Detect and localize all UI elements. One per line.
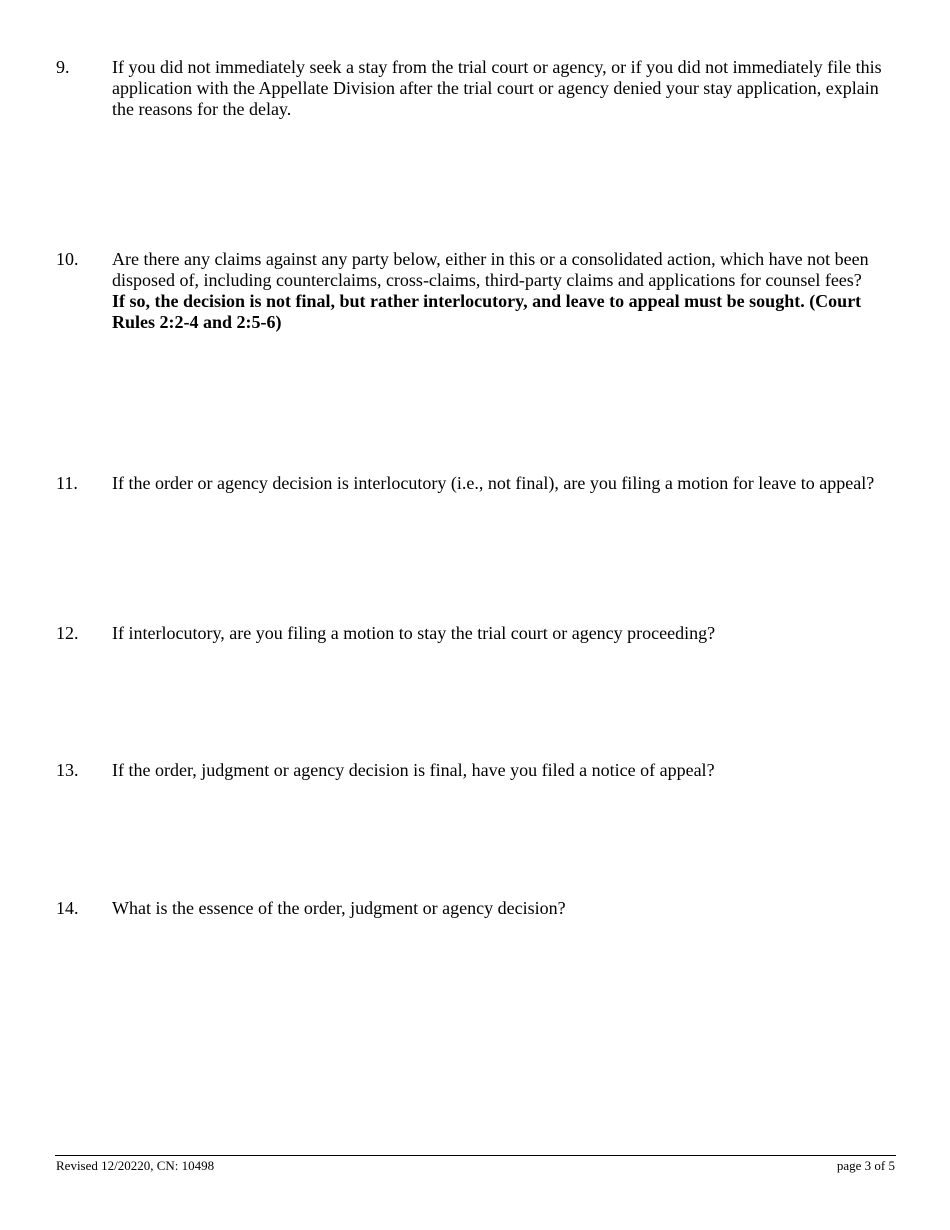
revision-note: Revised 12/20220, CN: 10498 [56,1158,215,1173]
question-note: If so, the decision is not final, but rather interlocutory, and leave to appeal must be sought. (Court Rules 2:2-4 and 2:5-6) [112,291,862,332]
question-13 [56,760,896,781]
question-number: 9. [56,57,70,77]
question-text: What is the essence of the order, judgment or agency decision? [112,898,566,918]
question-number: 10. [56,249,79,269]
question-number: 12. [56,623,79,643]
page-number: page 3 of 5 [836,1158,895,1173]
question-number: 14. [56,898,79,918]
question-14 [56,898,896,919]
question-12 [56,623,896,644]
question-number: 13. [56,760,79,780]
question-text: If you did not immediately seek a stay from the trial court or agency, or if you did not immediately file this application with the Appellate Division after the trial court or agency denied your stay application, explain the reasons for the delay. [112,57,882,119]
question-text: If the order or agency decision is interlocutory (i.e., not final), are you filing a motion for leave to appeal? [112,473,875,493]
question-10 [56,249,896,333]
footer-divider [55,1155,896,1156]
question-number: 11. [56,473,78,493]
question-text: Are there any claims against any party below, either in this or a consolidated action, which have not been disposed of, including counterclaims, cross-claims, third-party claims and applications for counsel fees? [112,249,869,290]
question-text: If interlocutory, are you filing a motion to stay the trial court or agency proceeding? [112,623,716,643]
question-9 [56,57,896,120]
question-11 [56,473,896,494]
question-text: If the order, judgment or agency decision is final, have you filed a notice of appeal? [112,760,715,780]
